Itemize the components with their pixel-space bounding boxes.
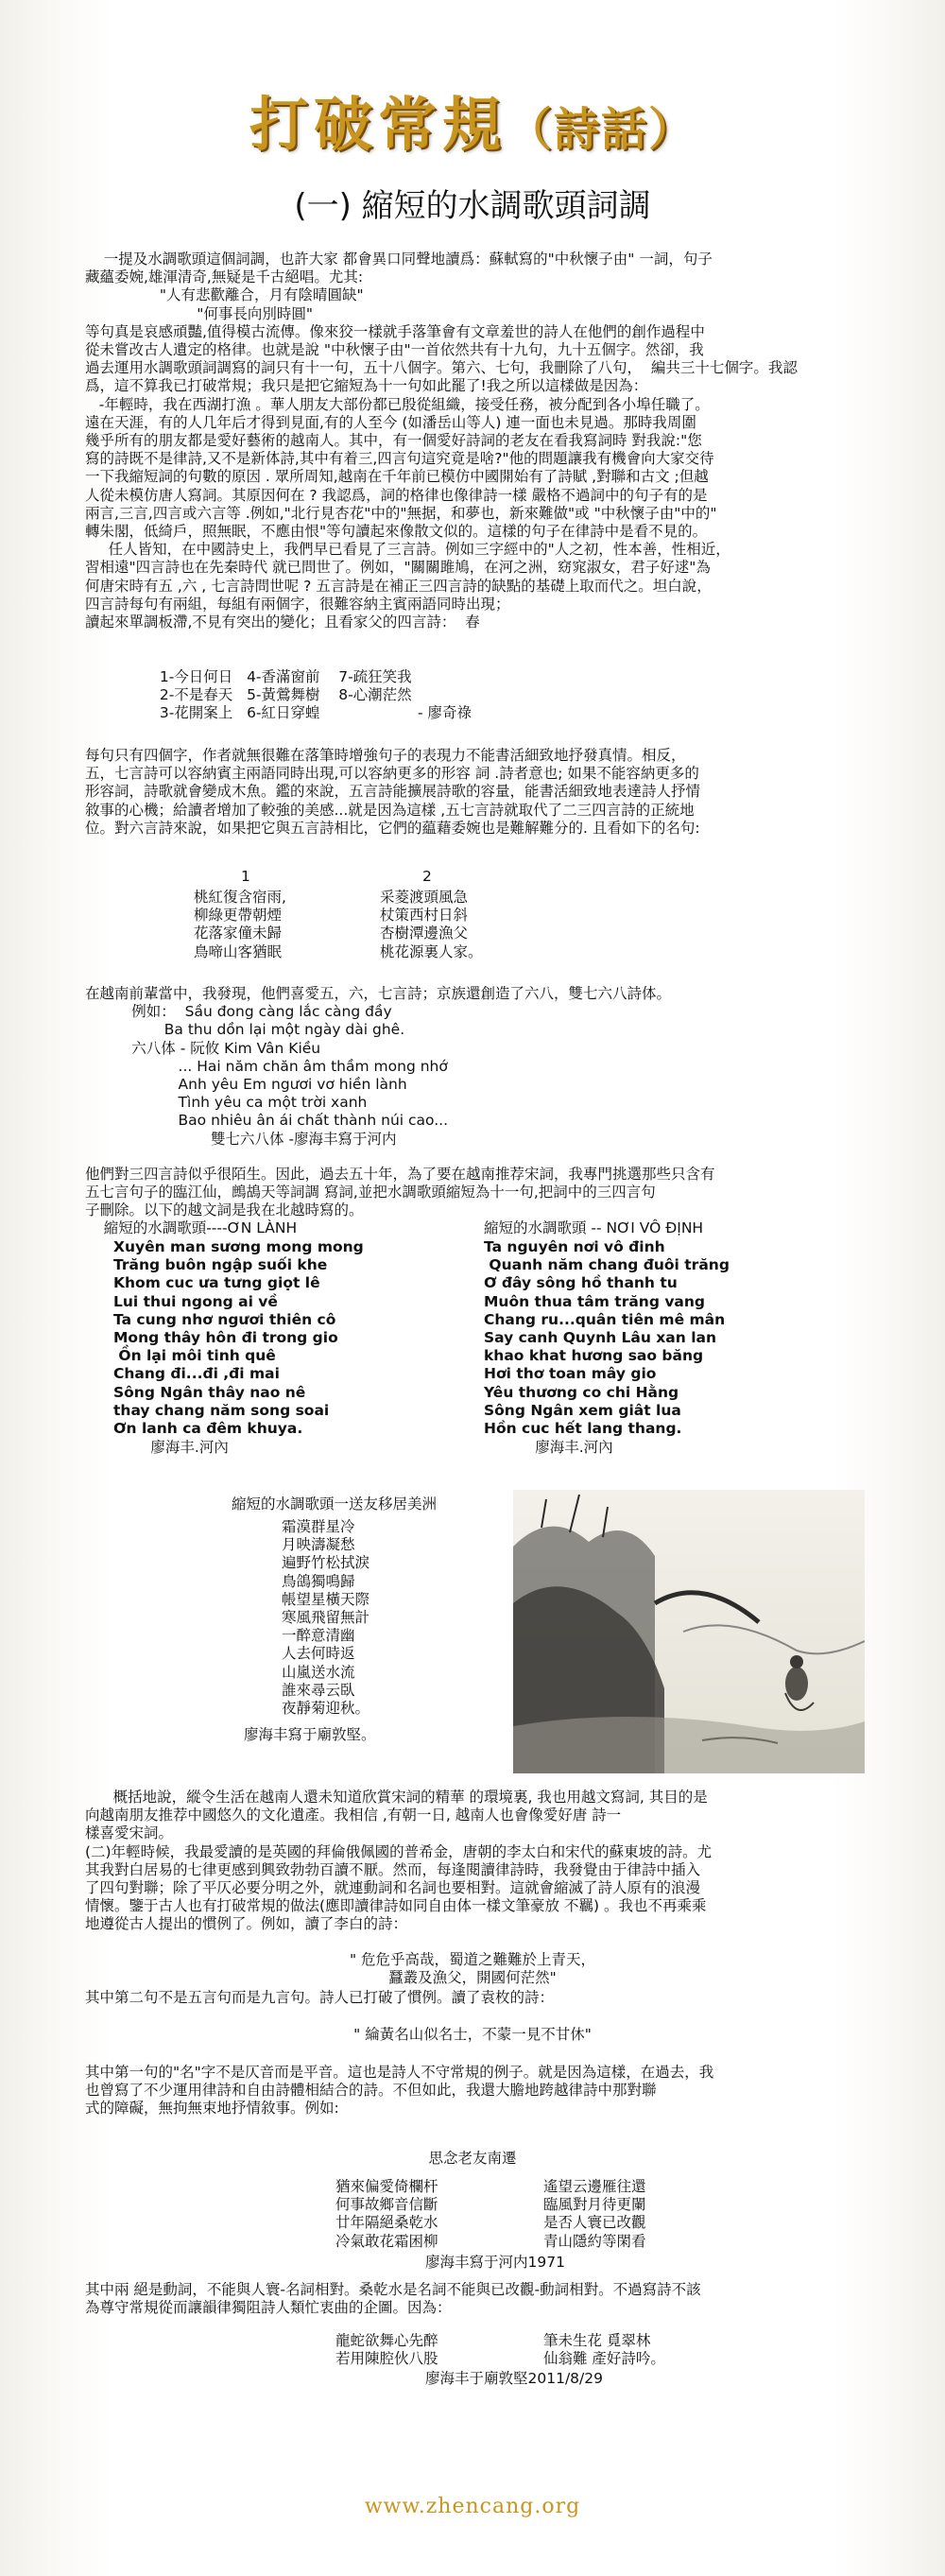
ink-painting-illustration <box>513 1490 865 1773</box>
ink-painting-image <box>513 1490 865 1773</box>
section-yuan-mei-comment: 其中第一句的"名"字不是仄音而是平音。這也是詩人不守常規的例子。就是因為這樣，在過去，我 也曾寫了不少運用律詩和自由詩體相結合的詩。不但如此，我還大膽地跨越律詩中那對聯 式的障礙，無拘無束地抒情敘事。例如: <box>85 2064 714 2118</box>
viet-lyric-right: Ta nguyên nơi vô đinh Quanh năm chang đuôi trăng Ơ đây sông hồ thanh tu Muôn thua tâm trăng vang Chang ru...quân tiên mê mân Say canh Quynh Lâu xan lan khao khat hương sao băng Hơi thơ toan mây gio Yêu thương co chi Hằng Sông Ngân xem giât lua Hồn cuc hết lang thang. <box>484 1238 730 1438</box>
friend-poem-right: 遙望云邊雁往還 臨風對月待更闌 是否人寰已改觀 青山隱約等閑看 <box>543 2178 646 2250</box>
six-word-poem-2: 采菱渡頭風急 杖策西村日斜 杏樹潭邊漁父 桃花源裏人家。 <box>380 889 483 960</box>
viet-lyric-left-signature: 廖海丰.河內 <box>113 1439 229 1456</box>
friend-poem-left: 猶來偏愛倚欄杆 何事故鄉音信斷 廿年隔絕桑乾水 冷氣敢花霜困柳 <box>335 2178 438 2250</box>
footer-site-url[interactable]: www.zhencang.org <box>364 2495 581 2518</box>
viet-lyric-right-title: 縮短的水調歌頭 -- NƠI VÔ ĐỊNH <box>484 1219 704 1236</box>
friend-poem-signature: 廖海丰寫于河内1971 <box>425 2254 565 2271</box>
section-couplet-comment: 其中兩 絕是動詞，不能與人寰-名詞相對。桑乾水是名詞不能與已改觀-動詞相對。不過寫詩不該 為尊守常規從而讓韻律獨阻詩人類忙衷曲的企圖。因為： <box>85 2281 701 2317</box>
final-poem-left: 龍蛇欲舞心先醉 若用陳腔伙八股 <box>335 2332 438 2368</box>
six-word-col1-number: 1 <box>241 868 250 885</box>
section-four-word: 每句只有四個字，作者就無很難在落筆時增強句子的表現力不能書活細致地抒發真情。相反， 五，七言詩可以容納賓主兩語同時出現,可以容納更多的形容 詞 .詩者意也; 如果不能容納更多的 形容詞，詩歌就會變成木魚。鑑的來說，五言詩能擴展詩歌的容量，能書活細致地表達詩人抒情 敘事的心機；給讀者增加了較強的美感...就是因為這樣 ,五七言詩就取代了二三四言詩的正統地 位。對六言詩來說，如果把它與五言詩相比，它們的藴藉委婉也是難解難分的. 且看如下的名句: <box>85 747 701 837</box>
section-shortened-lyric: 他們對三四言詩似乎很陌生。因此，過去五十年，為了要在越南推荐宋詞，我專門挑選那些只含有 五七言句子的臨江仙，鷓鴣天等詞調 寫詞,並把水調歌頭縮短為十一句,把詞中的三四言句 子刪除。以下的越文詞是我在北越時寫的。 <box>85 1166 715 1219</box>
li-bai-quote: " 危危乎高哉，蜀道之難難於上青天， 蠶叢及漁父，開國何茫然" <box>349 1951 596 1987</box>
section-li-bai-comment: 其中第二句不是五言句而是九言句。詩人已打破了慣例。讀了袁枚的詩： <box>85 1989 555 2006</box>
article-title: (一) 縮短的水調歌頭詞調 <box>294 187 651 225</box>
six-word-poem-1: 桃紅復含宿雨, 柳綠更帶朝煙 花落家僮未歸 鳥啼山客猶眠 <box>194 889 286 960</box>
site-logo <box>0 78 945 162</box>
viet-lyric-left-title: 縮短的水調歌頭----ƠN LÀNH <box>85 1219 298 1236</box>
viet-lyric-left: Xuyên man sương mong mong Trăng buôn ngập suối khe Khom cuc ưa tưng giọt lê Lui thui ngong ai về Ta cung nhơ ngươi thiên cô Mong thây hôn đi trong gio Ồn lại môi tinh quê Chang đi...đi ,đi mai Sông Ngân thây nao nê thay chang năm song soai Ơn lanh ca đêm khuya. <box>113 1238 364 1438</box>
friend-poem-title: 思念老友南遷 <box>428 2150 517 2167</box>
section-breaking-rules: 概括地說，縱令生活在越南人還未知道欣賞宋詞的精華 的環境裏, 我也用越文寫詞, 其目的是 向越南朋友推荐中國悠久的文化遺產。我相信 ,有朝一日, 越南人也會像愛好唐 詩一 樣喜愛宋詞。 (二)年輕時候，我最愛讀的是英國的拜倫俄佩國的普希金，唐朝的李太白和宋代的蘇東坡的詩。尤 其我對白居易的七律更感到興致勃勃百讀不厭。然而，每逢閱讀律詩時，我發覺由于律詩中插入 了四句對聯；除了平仄必要分明之外，就連動詞和名詞也要相對。這就會縮滅了詩人原有的浪漫 情懷。鑒于古人也有打破常規的做法(應即讀律詩如同自由体一樣文筆豪放 不羈) 。我也不再乘乘 地遵從古人提出的慣例了。例如，讀了李白的詩： <box>85 1789 713 1933</box>
logo-suffix: （詩話） <box>507 103 696 156</box>
final-poem-signature: 廖海丰于廟敦堅2011/8/29 <box>425 2370 603 2387</box>
section-vietnamese-forms: 在越南前輩當中，我發現，他們喜愛五，六，七言詩；京族還創造了六八，雙七六八詩体。 例如： Sầu đong càng lắc càng đầy Ba thu dồn lại một ngày dài ghê. 六八体 - 阮攸 Kim Vân Kiều ... Hai năm chăn âm thầm mong nhớ Anh yêu Em ngươi vơ hiền lành Tình yêu ca một trời xanh Bao nhiêu ân ái chất thành núi cao... 雙七六八体 -廖海丰寫于河内 <box>85 985 672 1148</box>
six-word-col2-number: 2 <box>422 868 432 885</box>
father-poem: 1-今日何日 4-香滿窗前 7-疏狂笑我 2-不是春天 5-黃鶯舞樹 8-心潮茫然 3-花開案上 6-紅日穿蝗 - 廖奇祿 <box>159 668 472 722</box>
farewell-poem-signature: 廖海丰寫于廟敦堅。 <box>244 1726 376 1743</box>
farewell-poem: 霜漠群星冷 月映濤凝愁 遍野竹松拭淚 鳥鴿獨鳴歸 帳望星橫天際 寒風飛留無計 一醉意清幽 人去何時返 山嵐送水流 誰來尋云臥 夜靜菊迎秋。 <box>282 1518 370 1718</box>
yuan-mei-quote: " 綸黃名山似名士，不蒙一見不甘休" <box>353 2026 592 2043</box>
farewell-poem-title: 縮短的水調歌頭一送友移居美洲 <box>232 1495 438 1513</box>
viet-lyric-right-signature: 廖海丰.河內 <box>484 1439 613 1456</box>
logo-main: 打破常規 <box>249 90 507 159</box>
section-intro: 一提及水調歌頭這個詞調，也許大家 都會異口同聲地讀爲：蘇軾寫的"中秋懷子由" 一詞，句子 藏蘊委婉,雄渾清奇,無疑是千古絕唱。尤其: "人有悲歡離合，月有陰晴圓缺" "何事長向別時圓" 等句真是哀感頑豔,值得模古流傳。像來狡一樣就手落筆會有文章羞世的詩人在他們的創作過程中 從未嘗改古人遺定的格律。也就是說 "中秋懷子由"一首依然共有十九句，九十五個字。然卻，我 過去運用水調歌頭詞調寫的詞只有十一句，五十八個字。第六、七句，我刪除了八句， 編共三十七個字。我認 爲，這不算我已打破常規；我只是把它縮短為十一句如此罷了!我之所以這樣做是因為： -年輕時，我在西湖打漁 。華人朋友大部份都已殷從組織，接受任務，被分配到各小埠任職了。 遠在天涯，有的人几年后才得到見面,有的人至今 (如潘岳山等人) 連一面也未見過。那時我周圍 幾乎所有的朋友都是愛好藝術的越南人。其中，有一個愛好詩詞的老友在看我寫詞時 對我說:"您 寫的詩既不是律詩,又不是新体詩,其中有着三,四言句這究竟是啥?"他的問題讓我有機會向大家交待 一下我縮短詞的句數的原因 . 眾所周知,越南在千年前已模仿中國開始有了詩賦 ,對聯和古文 ;但越 人從未模仿唐人寫詞。其原因何在 ? 我認爲，詞的格律也像律詩一樣 嚴格不過詞中的句子有的是 兩言,三言,四言或六言等 .例如,"北行見杏花"中的"無据，和夢也，新來難做"或 "中秋懷子由"中的" 轉朱閣，低綺戶，照無眠，不應由恨"等句讀起來像散文似的。這樣的句子在律詩中是看不見的。 任人皆知，在中國詩史上，我們早已看見了三言詩。例如三字經中的"人之初，性本善，性相近， 習相遠"四言詩也在先秦時代 就已問世了。例如，"關關雎鳩，在河之洲，窈窕淑女，君子好逑"為 何唐宋時有五 ,六 , 七言詩問世呢 ? 五言詩是在補正三四言詩的缺點的基礎上取而代之。坦白說， 四言詩每句有兩組，每組有兩個字，很難容納主賓兩語同時出現； 讀起來單調板滯,不見有突出的變化；且看家父的四言詩： 春 <box>85 251 798 631</box>
final-poem-right: 筆未生花 覓翠林 仙翁難 產好詩吟。 <box>543 2332 665 2368</box>
